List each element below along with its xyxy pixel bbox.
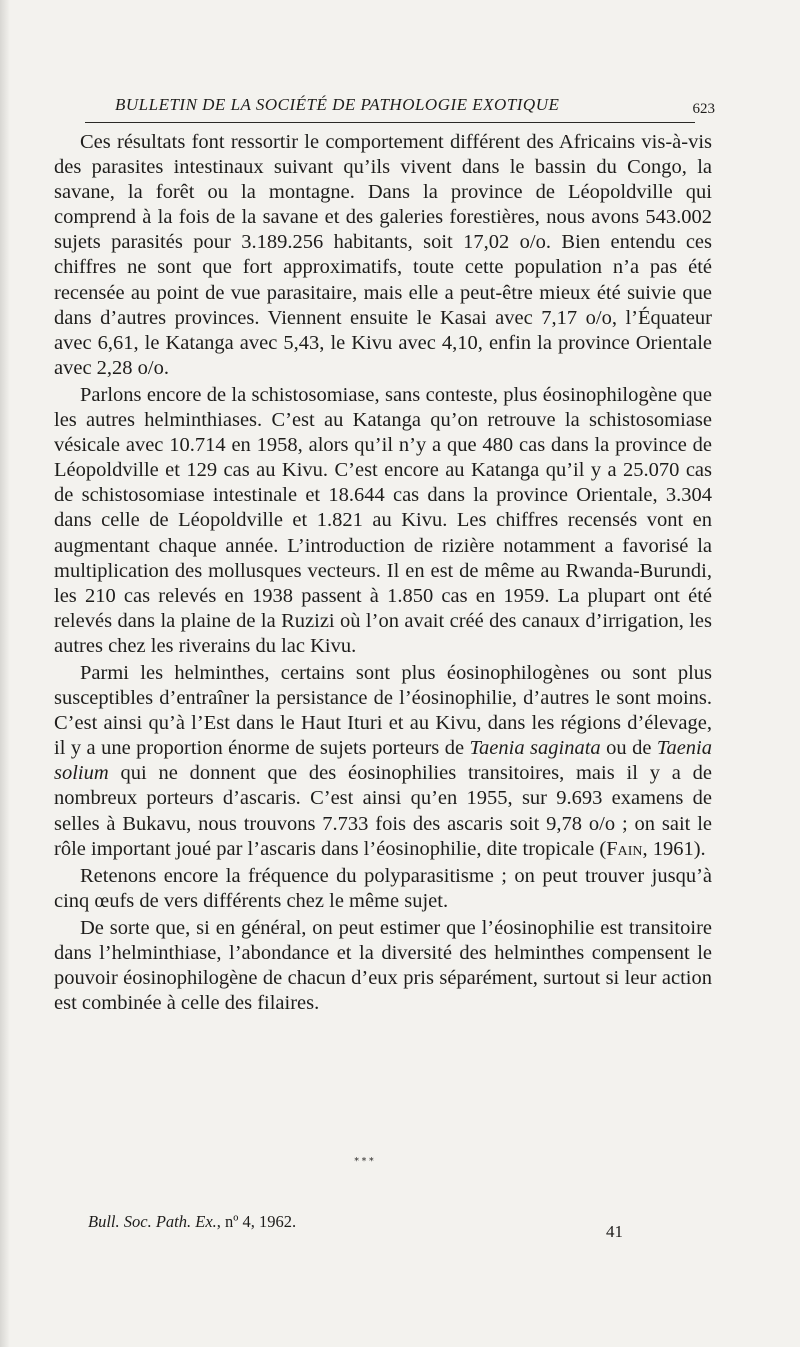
page-footer (88, 1212, 296, 1232)
paragraph-text: Parmi les helminthes, certains sont plus éosinophilogènes ou sont plus susceptibles d’entraîner la persistance de l’éosinophilie, d’autres le sont moins. C’est ainsi qu’à l’Est dans le Haut Ituri et au Kivu, dans les régions d’élevage, il y a une proportion énorme de sujets porteurs de (54, 661, 712, 760)
journal-abbrev: Bull. Soc. Path. Ex. (88, 1212, 217, 1231)
paragraph-schistosomiasis: Parlons encore de la schistosomiase, sans conteste, plus éosinophilogène que les autres helminthiases. C’est au Katanga qu’on retrouve la schistosomiase vésicale avec 10.714 en 1958, alors qu’il n’y a que 480 cas dans la province de Léopoldville et 129 cas au Kivu. C’est encore au Katanga qu’il y a 25.070 cas de schistosomiase intestinale et 18.644 cas dans la province Orientale, 3.304 dans celle de Léopoldville et 1.821 au Kivu. Les chiffres recensés vont en augmentant chaque année. L’introduction de rizière notamment a favorisé la multiplication des mollusques vecteurs. Il en est de même au Rwanda-Burundi, les 210 cas relevés en 1938 passent à 1.850 cas en 1959. La plupart ont été relevés dans la plaine de la Ruzizi où l’on avait créé des canaux d’irrigation, les autres chez les riverains du lac Kivu. (54, 383, 712, 657)
header-rule (85, 122, 695, 123)
species-name: Taenia saginata (469, 737, 601, 760)
citation-author: Fain (606, 837, 643, 860)
species-name: Taenia solium (54, 737, 712, 785)
paragraph-helminths (54, 661, 712, 862)
paragraph-conclusion: De sorte que, si en général, on peut estimer que l’éosinophilie est transitoire dans l’helminthiase, l’abondance et la diversité des helminthes compensent le pouvoir éosinophilogène de chacun d’eux pris séparément, surtout si leur action est combinée à celle des filaires. (54, 916, 712, 1015)
scan-edge-shadow (0, 0, 10, 1347)
paragraph-text: qui ne donnent que des éosinophilies transitoires, mais il y a de nombreux porteurs d’ascaris. C’est ainsi qu’en 1955, sur 9.693 examens de selles à Bukavu, nous trouvons 7.733 fois des ascaris soit 9,78 o/o ; on sait le rôle important joué par l’ascaris dans l’éosinophilie, dite tropicale ( (54, 762, 712, 860)
running-head: BULLETIN DE LA SOCIÉTÉ DE PATHOLOGIE EXOTIQUE (115, 95, 560, 114)
paragraph-polyparasitism: Retenons encore la fréquence du polyparasitisme ; on peut trouver jusqu’à cinq œufs de vers différents chez le même sujet. (54, 864, 712, 912)
signature-number: 41 (606, 1222, 623, 1241)
citation-year: , 1961). (642, 837, 706, 860)
paragraph-provinces: Ces résultats font ressortir le comportement différent des Africains vis-à-vis des parasites intestinaux suivant qu’ils vivent dans le bassin du Congo, la savane, la forêt ou la montagne. Dans la province de Léopoldville qui comprend à la fois de la savane et des galeries forestières, nous avons 543.002 sujets parasités pour 3.189.256 habitants, soit 17,02 o/o. Bien entendu ces chiffres ne sont que fort approximatifs, toute cette population n’a pas été recensée au point de vue parasitaire, mais elle a peut-être mieux été suivie que dans d’autres provinces. Viennent ensuite le Kasai avec 7,17 o/o, l’Équateur avec 6,61, le Katanga avec 5,43, le Kivu avec 4,10, enfin la province Orientale avec 2,28 o/o. (54, 131, 712, 379)
paragraph-text: ou de (600, 737, 657, 760)
page-number: 623 (692, 101, 715, 117)
article-body (54, 130, 712, 1016)
section-separator: * * * (354, 1157, 374, 1167)
journal-issue: , nº 4, 1962. (216, 1212, 297, 1231)
page-header (85, 95, 715, 125)
